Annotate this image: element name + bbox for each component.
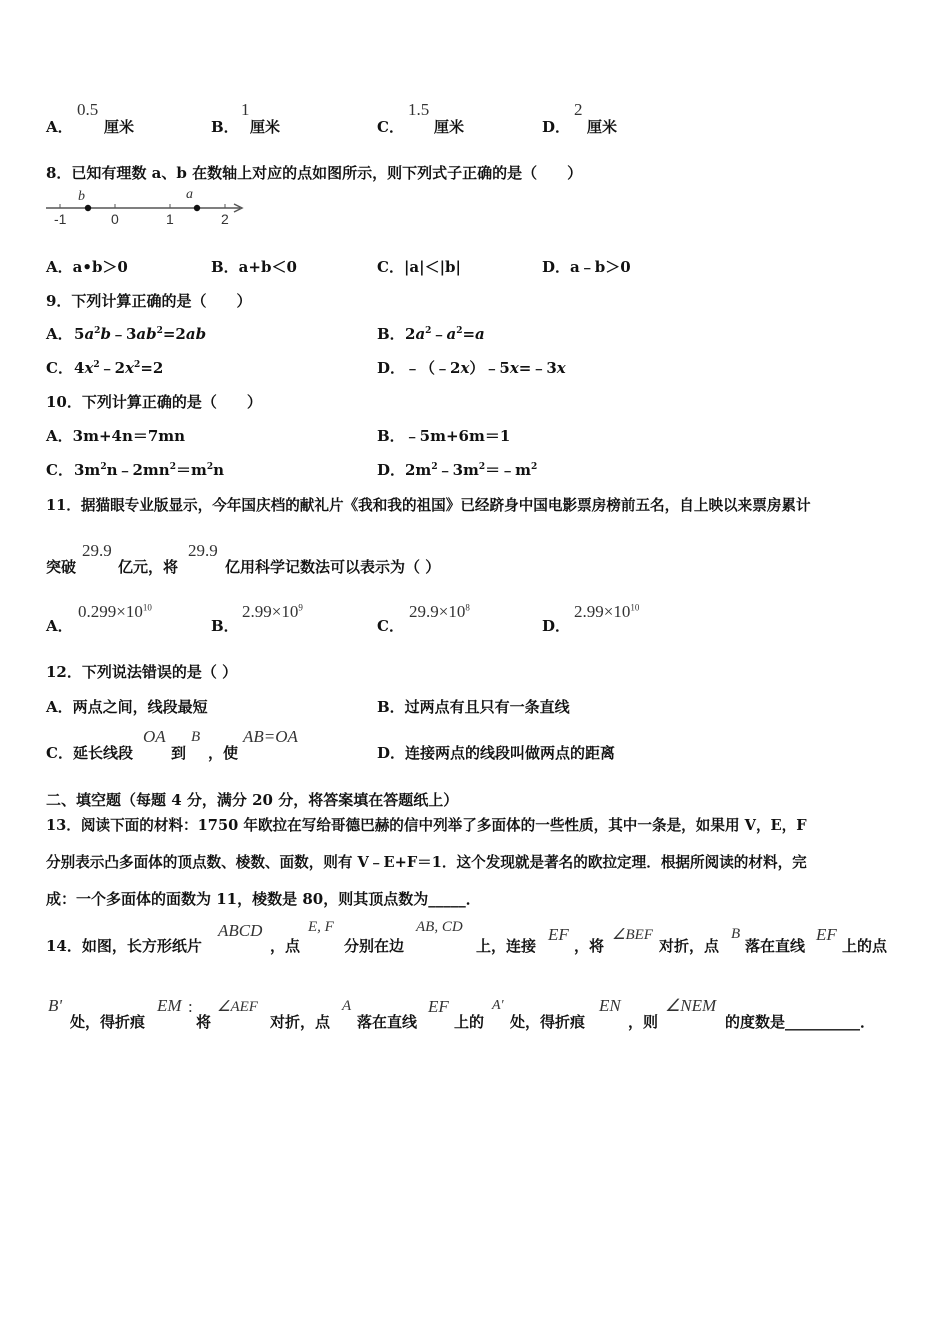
q14-math: ∠BEF: [612, 927, 653, 943]
q12-option-b: B．过两点有且只有一条直线: [377, 698, 570, 716]
q12-option-c-math: B: [191, 729, 201, 745]
q11-option-d-value: $2.99\times 10^{10}$: [574, 602, 640, 621]
q9-option-a-expression: $5a^2b﹣3ab^2=2ab$: [74, 325, 207, 343]
q11-option-a-value: $0.299\times 10^{10}$: [78, 602, 152, 621]
q11-line2-text: 亿用科学记数法可以表示为（ ）: [225, 558, 441, 576]
q7-option-c-unit: 厘米: [434, 118, 465, 136]
point-a: [194, 205, 200, 211]
q10-option-b: B．﹣5m+6m＝1: [377, 427, 511, 445]
tick-label: 2: [221, 211, 229, 227]
q9-option-d-expression: ﹣（﹣2x）﹣5x=﹣3x: [405, 359, 566, 377]
q9-option-b-expression: $2a^2﹣a^2=a$: [405, 325, 485, 343]
q12-option-c-text: ，使: [208, 744, 239, 762]
q14-math: E, F: [308, 919, 334, 935]
q9-stem: 9．下列计算正确的是（ ）: [46, 292, 252, 310]
q7-option-d-label: D．: [542, 118, 571, 136]
q11-line-1: 11．据猫眼专业版显示，今年国庆档的献礼片《我和我的祖国》已经跻身中国电影票房榜前五名，自上映以来票房累计: [46, 497, 811, 514]
q8-option-b: B．a+b＜0: [211, 258, 297, 276]
q11-option-b-label: B．: [211, 617, 239, 635]
q14-text: 对折，点: [270, 1013, 331, 1031]
q7-option-b-label: B．: [211, 118, 239, 136]
q8-option-a: A．a•b＞0: [46, 258, 128, 276]
q14-text: 处，得折痕: [510, 1013, 586, 1031]
q9-option-b-label: B．: [377, 325, 405, 343]
q7-option-b-unit: 厘米: [250, 118, 281, 136]
point-b-label: b: [78, 189, 85, 204]
q8-option-c: C．|a|＜|b|: [377, 258, 461, 276]
q10-option-c-expression: $3m^2n﹣2mn^2=m^2n$: [74, 461, 225, 479]
q11-option-d-label: D．: [542, 617, 571, 635]
q12-option-c-math: AB=OA: [243, 727, 298, 746]
q14-text: 对折，点: [659, 937, 720, 955]
q10-option-c-label: C．: [46, 461, 73, 479]
q14-math: EN: [599, 996, 621, 1015]
q14-text: 处，得折痕: [70, 1013, 146, 1031]
q14-math: B: [731, 926, 741, 942]
q12-option-a: A．两点之间，线段最短: [46, 698, 208, 716]
q7-option-a-unit: 厘米: [104, 118, 135, 136]
q14-math: ABCD: [218, 921, 263, 940]
q14-text: ，则: [628, 1013, 659, 1031]
q11-option-a-label: A．: [46, 617, 73, 635]
q13-line-1: 13．阅读下面的材料：1750 年欧拉在写给哥德巴赫的信中列举了多面体的一些性质，其中一条是，如果用 V，E，F: [46, 817, 807, 834]
q14-text: ，将: [574, 937, 605, 955]
q11-option-b-value: $2.99\times 10^9$: [242, 602, 303, 621]
q13-line-2: 分别表示凸多面体的顶点数、棱数、面数，则有 V﹣E+F＝1．这个发现就是著名的欧拉定理．根据所阅读的材料，完: [46, 854, 807, 871]
q11-line2-text: 亿元，将: [118, 558, 179, 576]
q10-option-a: A．3m+4n＝7mn: [46, 427, 186, 445]
q11-option-c-label: C．: [377, 617, 404, 635]
tick-label: 1: [166, 211, 174, 227]
q9-option-c-expression: $4x^2﹣2x^2=2$: [74, 359, 164, 377]
q8-stem: 8．已知有理数 a、b 在数轴上对应的点如图所示，则下列式子正确的是（ ）: [46, 164, 583, 182]
q14-math: :: [188, 997, 193, 1016]
q7-option-c-value: 1.5: [408, 100, 430, 119]
q14-text: 的度数是__________．: [725, 1013, 876, 1031]
q12-option-c-text: C．延长线段: [46, 744, 133, 762]
q14-math: EF: [548, 925, 569, 944]
q9-option-d-label: D．: [377, 359, 406, 377]
q7-option-c-label: C．: [377, 118, 404, 136]
q14-text: 落在直线: [745, 937, 806, 955]
q8-option-d: D．a﹣b＞0: [542, 258, 631, 276]
q14-math: B': [48, 996, 63, 1015]
section-heading: 二、填空题（每题 4 分，满分 20 分，将答案填在答题纸上）: [46, 791, 459, 809]
q14-text: 14．如图，长方形纸片: [46, 937, 202, 955]
q11-line2-value: 29.9: [188, 541, 218, 560]
q14-math: AB, CD: [416, 919, 463, 935]
q14-math: EF: [816, 925, 837, 944]
q14-math: EF: [428, 997, 449, 1016]
q14-math: A′: [492, 998, 504, 1013]
q11-option-c-value: $29.9\times 10^8$: [409, 602, 470, 621]
q10-option-d-label: D．: [377, 461, 406, 479]
q14-math: ∠AEF: [217, 999, 258, 1015]
point-b: [85, 205, 91, 211]
q12-stem: 12．下列说法错误的是（ ）: [46, 663, 238, 681]
q7-option-d-unit: 厘米: [587, 118, 618, 136]
point-a-label: a: [186, 187, 193, 202]
tick-label: 0: [111, 211, 119, 227]
q9-option-c-label: C．: [46, 359, 73, 377]
q7-option-d-value: 2: [574, 100, 583, 119]
q9-option-a-label: A．: [46, 325, 73, 343]
q7-option-a-label: A．: [46, 118, 73, 136]
q8-number-line: [40, 186, 250, 230]
q10-stem: 10．下列计算正确的是（ ）: [46, 393, 262, 411]
q14-text: 将: [196, 1013, 212, 1031]
q12-option-c-math: OA: [143, 727, 166, 746]
q14-math: EM: [157, 996, 182, 1015]
q14-text: 分别在边: [344, 937, 405, 955]
q7-option-a-value: 0.5: [77, 100, 99, 119]
q11-line2-value: 29.9: [82, 541, 112, 560]
q14-text: 落在直线: [357, 1013, 418, 1031]
q14-text: 上的: [454, 1013, 485, 1031]
q10-option-d-expression: $2m^2﹣3m^2=﹣m^2$: [405, 461, 538, 479]
q7-option-b-value: 1: [241, 100, 250, 119]
q14-math: ∠NEM: [665, 996, 717, 1015]
q12-option-d: D．连接两点的线段叫做两点的距离: [377, 744, 616, 762]
q12-option-c-text: 到: [171, 744, 187, 762]
q13-line-3: 成：一个多面体的面数为 11，棱数是 80，则其顶点数为_____．: [46, 890, 481, 908]
q14-text: 上，连接: [476, 937, 537, 955]
q14-text: 上的点: [842, 937, 888, 955]
q14-math: A: [342, 998, 352, 1014]
q14-text: ，点: [270, 937, 301, 955]
tick-label: -1: [54, 211, 67, 227]
q11-line2-text: 突破: [46, 558, 77, 576]
